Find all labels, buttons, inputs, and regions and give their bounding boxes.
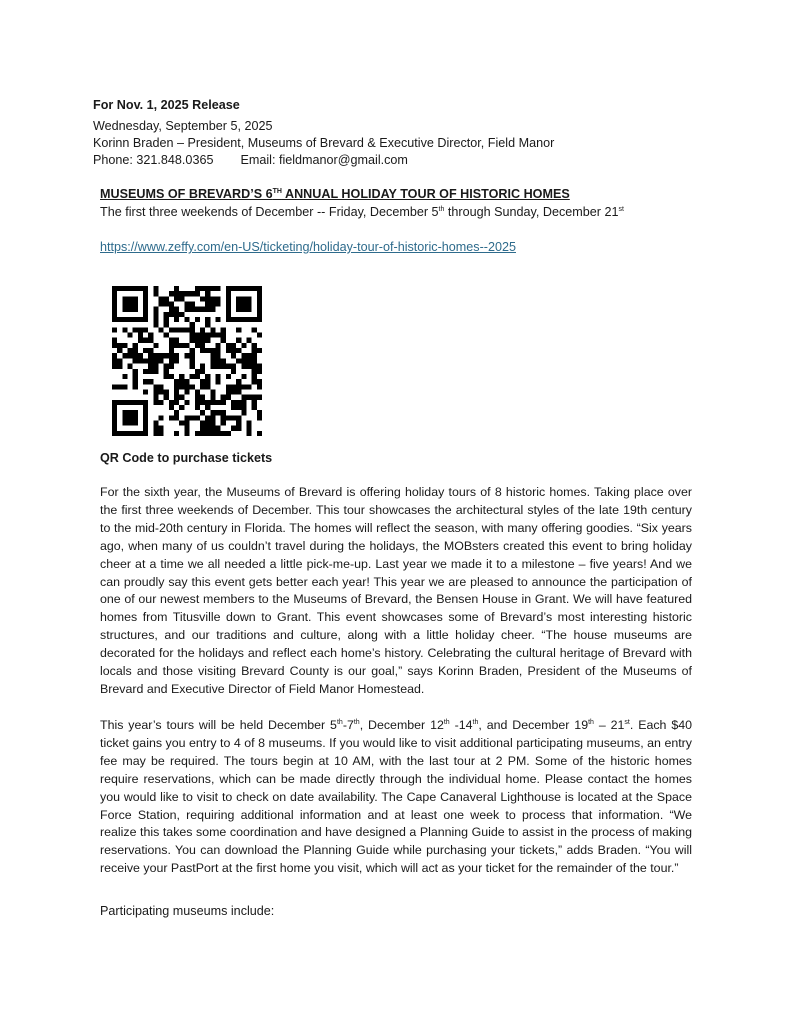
event-dates-subtitle: The first three weekends of December -- Friday, December 5th through Sunday, December 21st — [100, 205, 624, 219]
release-date-line: For Nov. 1, 2025 Release — [93, 98, 240, 112]
phone: Phone: 321.848.0365 — [93, 153, 214, 167]
qr-code — [112, 286, 262, 436]
ticket-link[interactable]: https://www.zeffy.com/en-US/ticketing/holiday-tour-of-historic-homes--2025 — [100, 240, 516, 254]
email: Email: fieldmanor@gmail.com — [240, 153, 408, 167]
phone-email-line — [93, 152, 408, 169]
release-title: MUSEUMS OF BREVARD’S 6TH ANNUAL HOLIDAY TOUR OF HISTORIC HOMES — [100, 187, 570, 201]
qr-caption: QR Code to purchase tickets — [100, 451, 273, 465]
issue-date: Wednesday, September 5, 2025 — [93, 119, 273, 133]
paragraph-schedule: This year’s tours will be held December 5th-7th, December 12th -14th, and December 19th – 21st. Each $40 ticket gains you entry to 4 of 8 museums. If you would like to visit additional participating museums, an entry fee may be required. The tours begin at 10 AM, with the last tour at 2 PM. Some of the historic homes require reservations, which can be made directly through the individual home. Please contact the homes you would like to visit to check on date availability. The Cape Canaveral Lighthouse is located at the Space Force Station, requiring additional information and at least one week to process that information. “We realize this takes some coordination and have designed a Planning Guide to assist in the process of making reservations. You can download the Planning Guide while purchasing your tickets,” adds Braden. “You will receive your PastPort at the first home you visit, which will act as your ticket for the remainder of the tour.” — [100, 718, 693, 876]
participating-museums-label: Participating museums include: — [100, 904, 275, 918]
paragraph-intro: For the sixth year, the Museums of Brevard is offering holiday tours of 8 historic homes. Taking place over the first three weekends of December. This tour showcases the architectural styles of the late 19th century to the mid-20th century in Florida. The homes will reflect the season, with many offering goodies. “Six years ago, when many of us couldn’t travel during the holidays, the MOBsters created this event to bring holiday cheer at a time we all needed a little pick-me-up. Last year we made it to a milestone – five years! And we can proudly say this event gets better each year! This year we are pleased to announce the participation of one of our newest members to the Museums of Brevard, the Bensen House in Grant. We will have featured homes from Titusville down to Grant. This event showcases some of Brevard’s most interesting historic structures, and our traditions and culture, along with a little holiday cheer. “The house museums are decorated for the holidays and reflect each home’s history. Celebrating the cultural heritage of Brevard with locals and those visiting Brevard County is our goal,” says Korinn Braden, President of the Museums of Brevard and Executive Director of Field Manor Homestead. — [100, 485, 692, 696]
contact-line: Korinn Braden – President, Museums of Brevard & Executive Director, Field Manor — [93, 136, 555, 150]
